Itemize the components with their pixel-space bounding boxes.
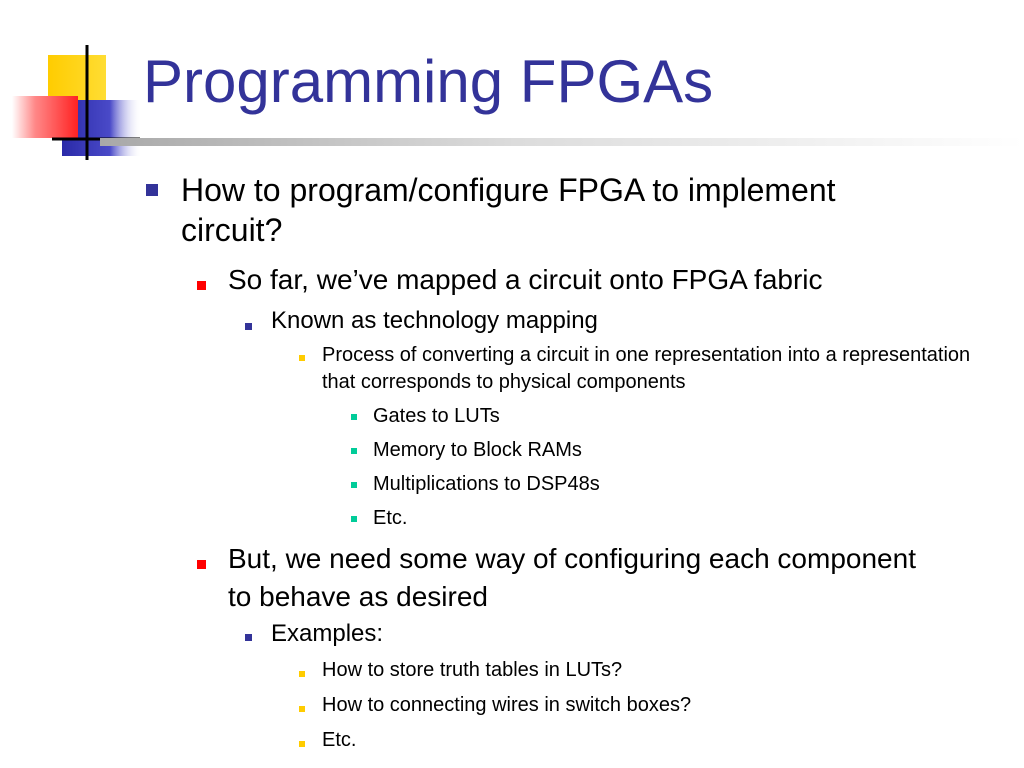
bullet-level2-icon xyxy=(197,281,206,290)
bullet-text-level4: Process of converting a circuit in one representation into a representation that corresponds to physical components xyxy=(322,344,971,393)
bullet-level5-icon xyxy=(351,448,357,454)
bullet-level4-icon xyxy=(299,741,305,747)
bullet-level4-icon xyxy=(299,355,305,361)
bullet-level4-icon xyxy=(299,671,305,677)
bullet-text-level1: How to program/configure FPGA to implement circuit? xyxy=(181,172,836,248)
bullet-text-level3: Examples: xyxy=(271,620,384,647)
bullet-level1-icon xyxy=(146,184,158,196)
bullet-level5-icon xyxy=(351,414,357,420)
bullet-text-level5: Etc. xyxy=(373,507,408,529)
bullet-level4-icon xyxy=(299,706,305,712)
bullet-level2-icon xyxy=(197,560,206,569)
bullet-text-level5: Multiplications to DSP48s xyxy=(373,473,600,495)
slide-title: Programming FPGAs xyxy=(143,48,714,115)
bullet-level5-icon xyxy=(351,482,357,488)
bullet-text-level4: How to store truth tables in LUTs? xyxy=(322,659,623,681)
bullet-text-level3: Known as technology mapping xyxy=(271,307,598,334)
bullet-text-level2: But, we need some way of configuring each component to behave as desired xyxy=(228,543,916,612)
bullet-level3-icon xyxy=(245,634,252,641)
bullet-text-level2: So far, we’ve mapped a circuit onto FPGA fabric xyxy=(228,264,823,295)
bullet-text-level5: Memory to Block RAMs xyxy=(373,439,582,461)
bullet-text-level4: How to connecting wires in switch boxes? xyxy=(322,694,692,716)
bullet-text-level5: Gates to LUTs xyxy=(373,405,500,427)
bullet-level5-icon xyxy=(351,516,357,522)
bullet-text-level4: Etc. xyxy=(322,729,357,751)
bullet-level3-icon xyxy=(245,323,252,330)
